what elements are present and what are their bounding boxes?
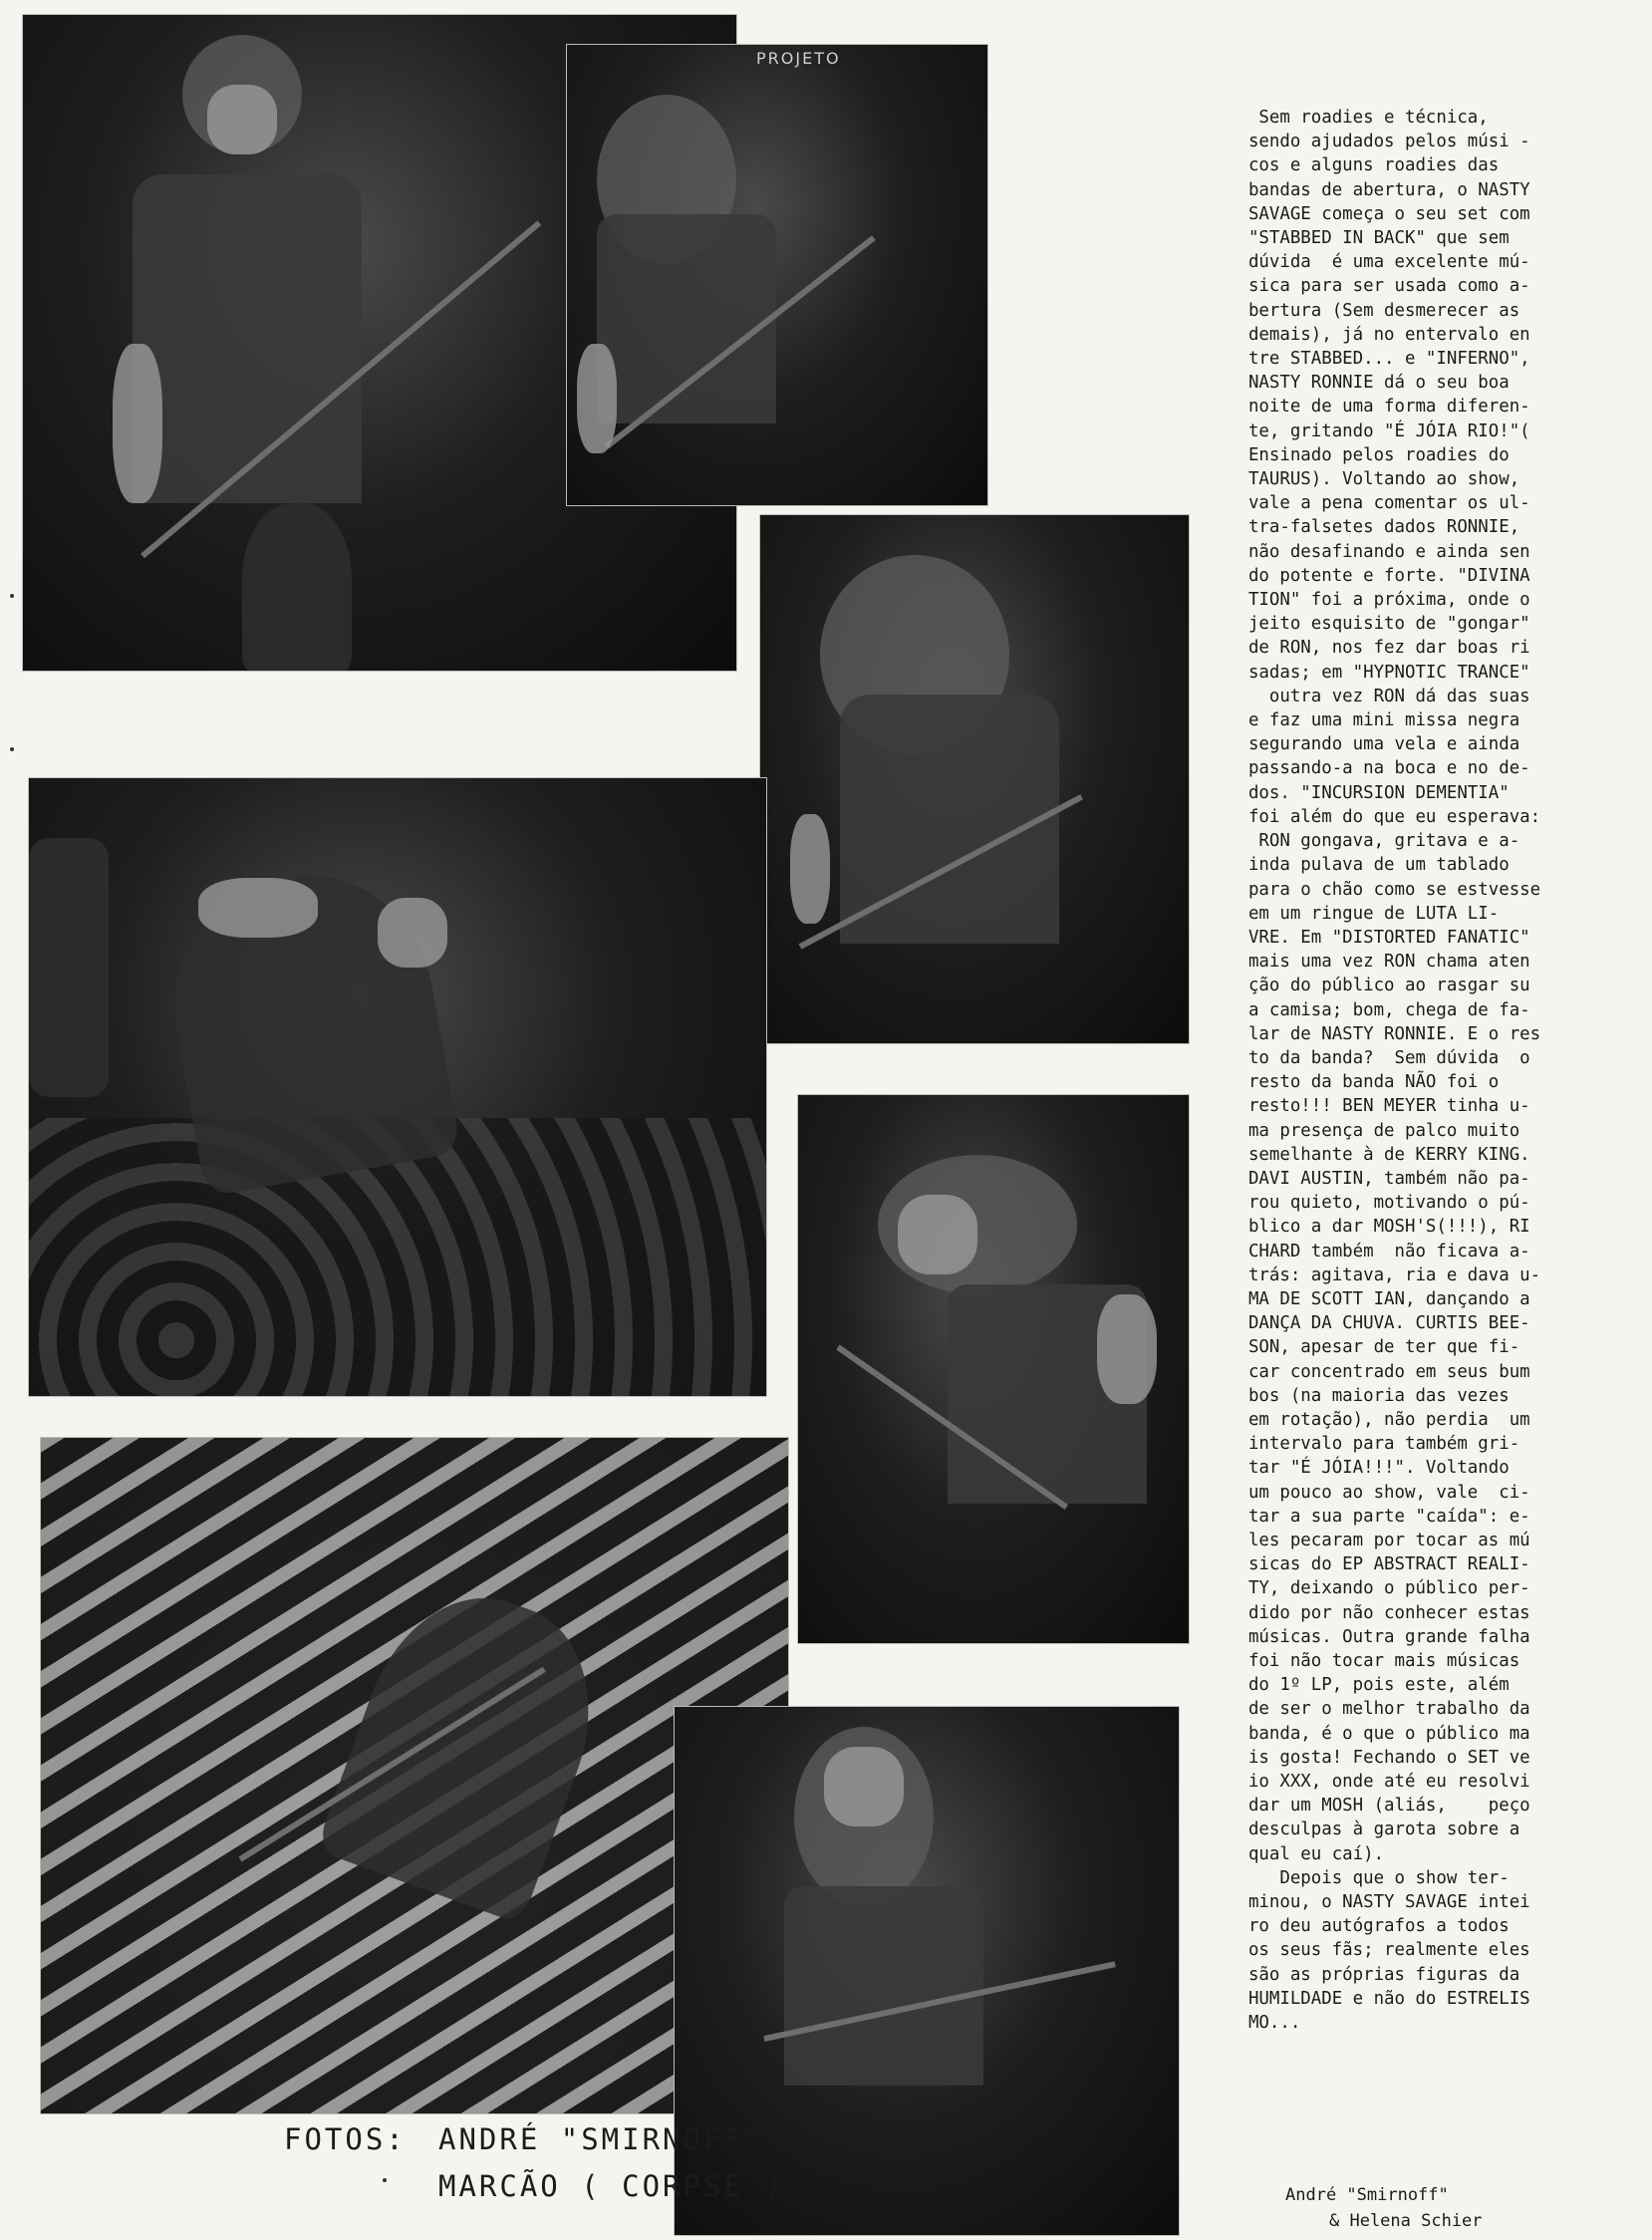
article-line: te, gritando "É JÓIA RIO!"(	[1228, 420, 1530, 441]
article-line: io XXX, onde até eu resolvi	[1228, 1772, 1530, 1793]
scan-speck	[10, 747, 14, 751]
article-line: DAVI AUSTIN, também não pa-	[1228, 1168, 1530, 1189]
article-line: a camisa; bom, chega de fa-	[1228, 999, 1530, 1020]
article-line: DANÇA DA CHUVA. CURTIS BEE-	[1228, 1313, 1530, 1334]
article-line: sendo ajudados pelos músi -	[1228, 132, 1530, 152]
article-line: de ser o melhor trabalho da	[1228, 1699, 1530, 1720]
article-line: banda, é o que o público ma	[1228, 1723, 1530, 1744]
photo-credit-2: MARCÃO ( CORPSE )	[438, 2169, 785, 2203]
article-line: sicas do EP ABSTRACT REALI-	[1228, 1554, 1530, 1575]
article-line: TY, deixando o público per-	[1228, 1578, 1530, 1599]
article-line: tar "É JÓIA!!!". Voltando	[1228, 1458, 1510, 1479]
article-line: semelhante à de KERRY KING.	[1228, 1144, 1530, 1165]
article-line: são as próprias figuras da	[1228, 1964, 1520, 1985]
article-line: qual eu caí).	[1228, 1843, 1385, 1864]
article-line: TION" foi a próxima, onde o	[1228, 590, 1530, 611]
article-line: músicas. Outra grande falha	[1228, 1626, 1530, 1647]
article-line: rou quieto, motivando o pú-	[1228, 1193, 1530, 1214]
scan-speck	[10, 594, 14, 598]
article-line: tra-falsetes dados RONNIE,	[1228, 517, 1520, 538]
article-line: car concentrado em seus bum	[1228, 1361, 1530, 1382]
author-line-2: & Helena Schier	[1329, 2211, 1483, 2231]
article-line: de RON, nos fez dar boas ri	[1228, 638, 1530, 659]
article-line: os seus fãs; realmente eles	[1228, 1940, 1530, 1961]
article-line: resto!!! BEN MEYER tinha u-	[1228, 1096, 1530, 1117]
article-line: para o chão como se estvesse	[1228, 879, 1541, 900]
article-line: dos. "INCURSION DEMENTIA"	[1228, 782, 1510, 803]
article-line: e faz uma mini missa negra	[1228, 710, 1520, 731]
article-line: mais uma vez RON chama aten	[1228, 952, 1530, 973]
article-line: minou, o NASTY SAVAGE intei	[1228, 1892, 1530, 1913]
article-line: desculpas à garota sobre a	[1228, 1820, 1520, 1840]
article-line: noite de uma forma diferen-	[1228, 397, 1530, 418]
article-line: les pecaram por tocar as mú	[1228, 1530, 1530, 1550]
article-line: um pouco ao show, vale ci-	[1228, 1482, 1530, 1503]
photo-credits-label: FOTOS:	[284, 2122, 407, 2156]
author-line-1: André "Smirnoff"	[1285, 2185, 1449, 2205]
article-line: dúvida é uma excelente mú-	[1228, 252, 1530, 273]
scan-speck	[383, 2178, 387, 2182]
article-line: resto da banda NÃO foi o	[1228, 1072, 1500, 1093]
article-line: bandas de abertura, o NASTY	[1228, 179, 1530, 200]
photo-guitarist-bottom	[674, 1706, 1180, 2236]
article-line: NASTY RONNIE dá o seu boa	[1228, 373, 1510, 394]
article-line: foi além do que eu esperava:	[1228, 806, 1541, 827]
article-line: HUMILDADE e não do ESTRELIS	[1228, 1988, 1530, 2009]
article-line: jeito esquisito de "gongar"	[1228, 614, 1530, 635]
article-line: RON gongava, gritava e a-	[1228, 831, 1520, 852]
article-line: tre STABBED... e "INFERNO",	[1228, 349, 1530, 370]
article-line: segurando uma vela e ainda	[1228, 734, 1520, 755]
article-line: Depois que o show ter-	[1228, 1867, 1510, 1888]
article-line: VRE. Em "DISTORTED FANATIC"	[1228, 927, 1530, 948]
article-line: SON, apesar de ter que fi-	[1228, 1337, 1520, 1358]
article-line: sica para ser usada como a-	[1228, 276, 1530, 297]
article-line: bos (na maioria das vezes	[1228, 1385, 1510, 1406]
article-line: TAURUS). Voltando ao show,	[1228, 469, 1520, 490]
article-line: tar a sua parte "caída": e-	[1228, 1506, 1530, 1527]
article-line: do 1º LP, pois este, além	[1228, 1675, 1510, 1696]
article-line: dar um MOSH (aliás, peço	[1228, 1796, 1530, 1817]
article-line: MA DE SCOTT IAN, dançando a	[1228, 1288, 1530, 1309]
article-line: demais), já no entervalo en	[1228, 324, 1530, 345]
photo-credit-1: ANDRÉ "SMIRNOFF"	[438, 2122, 765, 2156]
article-line: is gosta! Fechando o SET ve	[1228, 1747, 1530, 1768]
article-line: MO...	[1228, 2013, 1301, 2034]
photo-bassist-headbanging	[566, 44, 988, 506]
photo-banner-text: PROJETO	[756, 49, 841, 68]
article-line: Sem roadies e técnica,	[1228, 108, 1489, 128]
article-line: inda pulava de um tablado	[1228, 855, 1510, 876]
article-line: blico a dar MOSH'S(!!!), RI	[1228, 1217, 1530, 1238]
article-line: ma presença de palco muito	[1228, 1120, 1520, 1141]
article-line: ro deu autógrafos a todos	[1228, 1916, 1510, 1937]
article-line: não desafinando e ainda sen	[1228, 541, 1530, 562]
photo-singer-in-crowd	[28, 777, 767, 1397]
article-line: outra vez RON dá das suas	[1228, 686, 1530, 706]
photo-bassist-hair-flying	[759, 514, 1190, 1044]
article-line: lar de NASTY RONNIE. E o res	[1228, 1023, 1541, 1044]
article-line: foi não tocar mais músicas	[1228, 1651, 1520, 1671]
article-line: to da banda? Sem dúvida o	[1228, 1047, 1530, 1068]
article-body	[1228, 106, 1544, 2035]
article-line: cos e alguns roadies das	[1228, 155, 1500, 176]
article-line: CHARD também não ficava a-	[1228, 1241, 1530, 1261]
article-line: dido por não conhecer estas	[1228, 1602, 1530, 1623]
photo-guitarist-sleeveless	[797, 1094, 1190, 1644]
article-line: vale a pena comentar os ul-	[1228, 493, 1530, 514]
article-line: intervalo para também gri-	[1228, 1434, 1520, 1455]
article-line: ção do público ao rasgar su	[1228, 976, 1530, 996]
article-line: trás: agitava, ria e dava u-	[1228, 1264, 1541, 1285]
article-line: em um ringue de LUTA LI-	[1228, 903, 1500, 924]
article-line: em rotação), não perdia um	[1228, 1409, 1530, 1430]
article-line: Ensinado pelos roadies do	[1228, 444, 1510, 465]
article-line: passando-a na boca e no de-	[1228, 758, 1530, 779]
article-line: do potente e forte. "DIVINA	[1228, 565, 1530, 586]
article-line: sadas; em "HYPNOTIC TRANCE"	[1228, 662, 1530, 683]
article-line: bertura (Sem desmerecer as	[1228, 300, 1520, 321]
article-line: "STABBED IN BACK" que sem	[1228, 228, 1510, 249]
article-line: SAVAGE começa o seu set com	[1228, 203, 1530, 224]
